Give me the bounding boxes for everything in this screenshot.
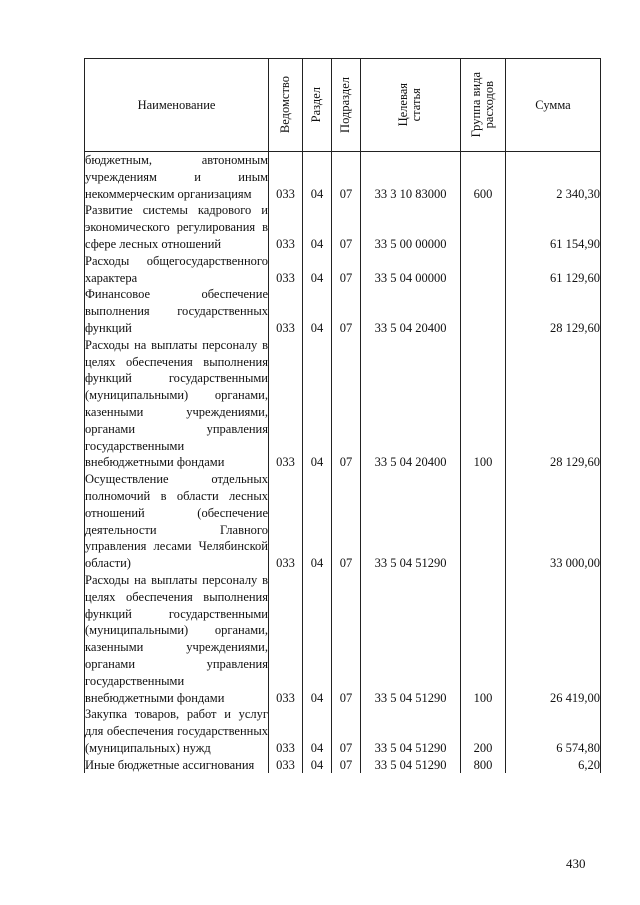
row-vedomstvo: 033 <box>269 286 303 336</box>
row-vedomstvo: 033 <box>269 202 303 252</box>
row-name: Закупка товаров, работ и услуг для обеспечения государственных (муниципальных) нужд <box>85 707 268 755</box>
row-gruppa: 800 <box>461 757 506 774</box>
header-celevaya: Целевая статья <box>361 59 461 152</box>
header-razdel: Раздел <box>303 59 332 152</box>
row-razdel: 04 <box>303 152 332 203</box>
table-row <box>85 286 601 336</box>
row-celevaya: 33 5 04 51290 <box>361 757 461 774</box>
row-summa: 33 000,00 <box>506 471 601 572</box>
row-name: Иные бюджетные ассигнования <box>85 757 269 774</box>
row-vedomstvo: 033 <box>269 253 303 287</box>
row-vedomstvo: 033 <box>269 706 303 756</box>
row-podrazdel: 07 <box>332 253 361 287</box>
row-gruppa: 200 <box>461 706 506 756</box>
row-vedomstvo: 033 <box>269 337 303 471</box>
row-vedomstvo: 033 <box>269 471 303 572</box>
row-podrazdel: 07 <box>332 337 361 471</box>
row-gruppa <box>461 286 506 336</box>
row-summa: 6 574,80 <box>506 706 601 756</box>
table-row <box>85 337 601 471</box>
table-row <box>85 757 601 774</box>
row-razdel: 04 <box>303 757 332 774</box>
row-gruppa: 600 <box>461 152 506 203</box>
header-gruppa: Группа вида расходов <box>461 59 506 152</box>
row-name: Финансовое обеспечение выполнения государственных функций <box>85 287 268 335</box>
table-row <box>85 471 601 572</box>
header-summa: Сумма <box>506 59 601 152</box>
row-name: Осуществление отдельных полномочий в области лесных отношений (обеспечение деятельности Главного управления лесами Челябинской области) <box>85 472 268 571</box>
row-name: Развитие системы кадрового и экономического регулирования в сфере лесных отношений <box>85 203 268 251</box>
row-razdel: 04 <box>303 471 332 572</box>
row-celevaya: 33 5 04 51290 <box>361 471 461 572</box>
row-name: Расходы на выплаты персоналу в целях обеспечения выполнения функций государственными (муниципальными) органами, казенными учреждениями, органами управления государственными внебюджетными фондами <box>85 572 268 705</box>
row-gruppa: 100 <box>461 337 506 471</box>
row-razdel: 04 <box>303 202 332 252</box>
row-summa: 28 129,60 <box>506 286 601 336</box>
row-razdel: 04 <box>303 253 332 287</box>
row-podrazdel: 07 <box>332 286 361 336</box>
row-podrazdel: 07 <box>332 471 361 572</box>
row-name: Расходы общегосударственного характера <box>85 253 268 285</box>
row-celevaya: 33 5 04 51290 <box>361 572 461 706</box>
row-summa: 61 129,60 <box>506 253 601 287</box>
table-row <box>85 202 601 252</box>
row-vedomstvo: 033 <box>269 572 303 706</box>
header-vedomstvo: Ведомство <box>269 59 303 152</box>
table-header-row <box>85 59 601 152</box>
row-celevaya: 33 3 10 83000 <box>361 152 461 203</box>
row-vedomstvo: 033 <box>269 757 303 774</box>
row-podrazdel: 07 <box>332 572 361 706</box>
row-podrazdel: 07 <box>332 202 361 252</box>
row-podrazdel: 07 <box>332 706 361 756</box>
row-name: бюджетным, автономным учреждениям и иным некоммерческим организациям <box>85 153 268 201</box>
row-celevaya: 33 5 00 00000 <box>361 202 461 252</box>
row-name: Расходы на выплаты персоналу в целях обеспечения выполнения функций государственными (муниципальными) органами, казенными учреждениями, органами управления государственными внебюджетными фондами <box>85 337 268 470</box>
row-razdel: 04 <box>303 286 332 336</box>
row-gruppa: 100 <box>461 572 506 706</box>
row-razdel: 04 <box>303 337 332 471</box>
row-gruppa <box>461 253 506 287</box>
row-vedomstvo: 033 <box>269 152 303 203</box>
table-row <box>85 706 601 756</box>
row-summa: 26 419,00 <box>506 572 601 706</box>
row-celevaya: 33 5 04 20400 <box>361 286 461 336</box>
row-gruppa <box>461 202 506 252</box>
row-podrazdel: 07 <box>332 757 361 774</box>
row-summa: 6,20 <box>506 757 601 774</box>
header-podrazdel: Подраздел <box>332 59 361 152</box>
budget-table <box>84 58 601 773</box>
row-summa: 61 154,90 <box>506 202 601 252</box>
row-summa: 28 129,60 <box>506 337 601 471</box>
header-name: Наименование <box>85 59 269 152</box>
row-celevaya: 33 5 04 51290 <box>361 706 461 756</box>
row-razdel: 04 <box>303 706 332 756</box>
row-celevaya: 33 5 04 00000 <box>361 253 461 287</box>
row-razdel: 04 <box>303 572 332 706</box>
row-celevaya: 33 5 04 20400 <box>361 337 461 471</box>
row-summa: 2 340,30 <box>506 152 601 203</box>
table-row <box>85 253 601 287</box>
row-podrazdel: 07 <box>332 152 361 203</box>
table-row <box>85 572 601 706</box>
table-row <box>85 152 601 203</box>
page-number: 430 <box>566 856 586 871</box>
row-gruppa <box>461 471 506 572</box>
